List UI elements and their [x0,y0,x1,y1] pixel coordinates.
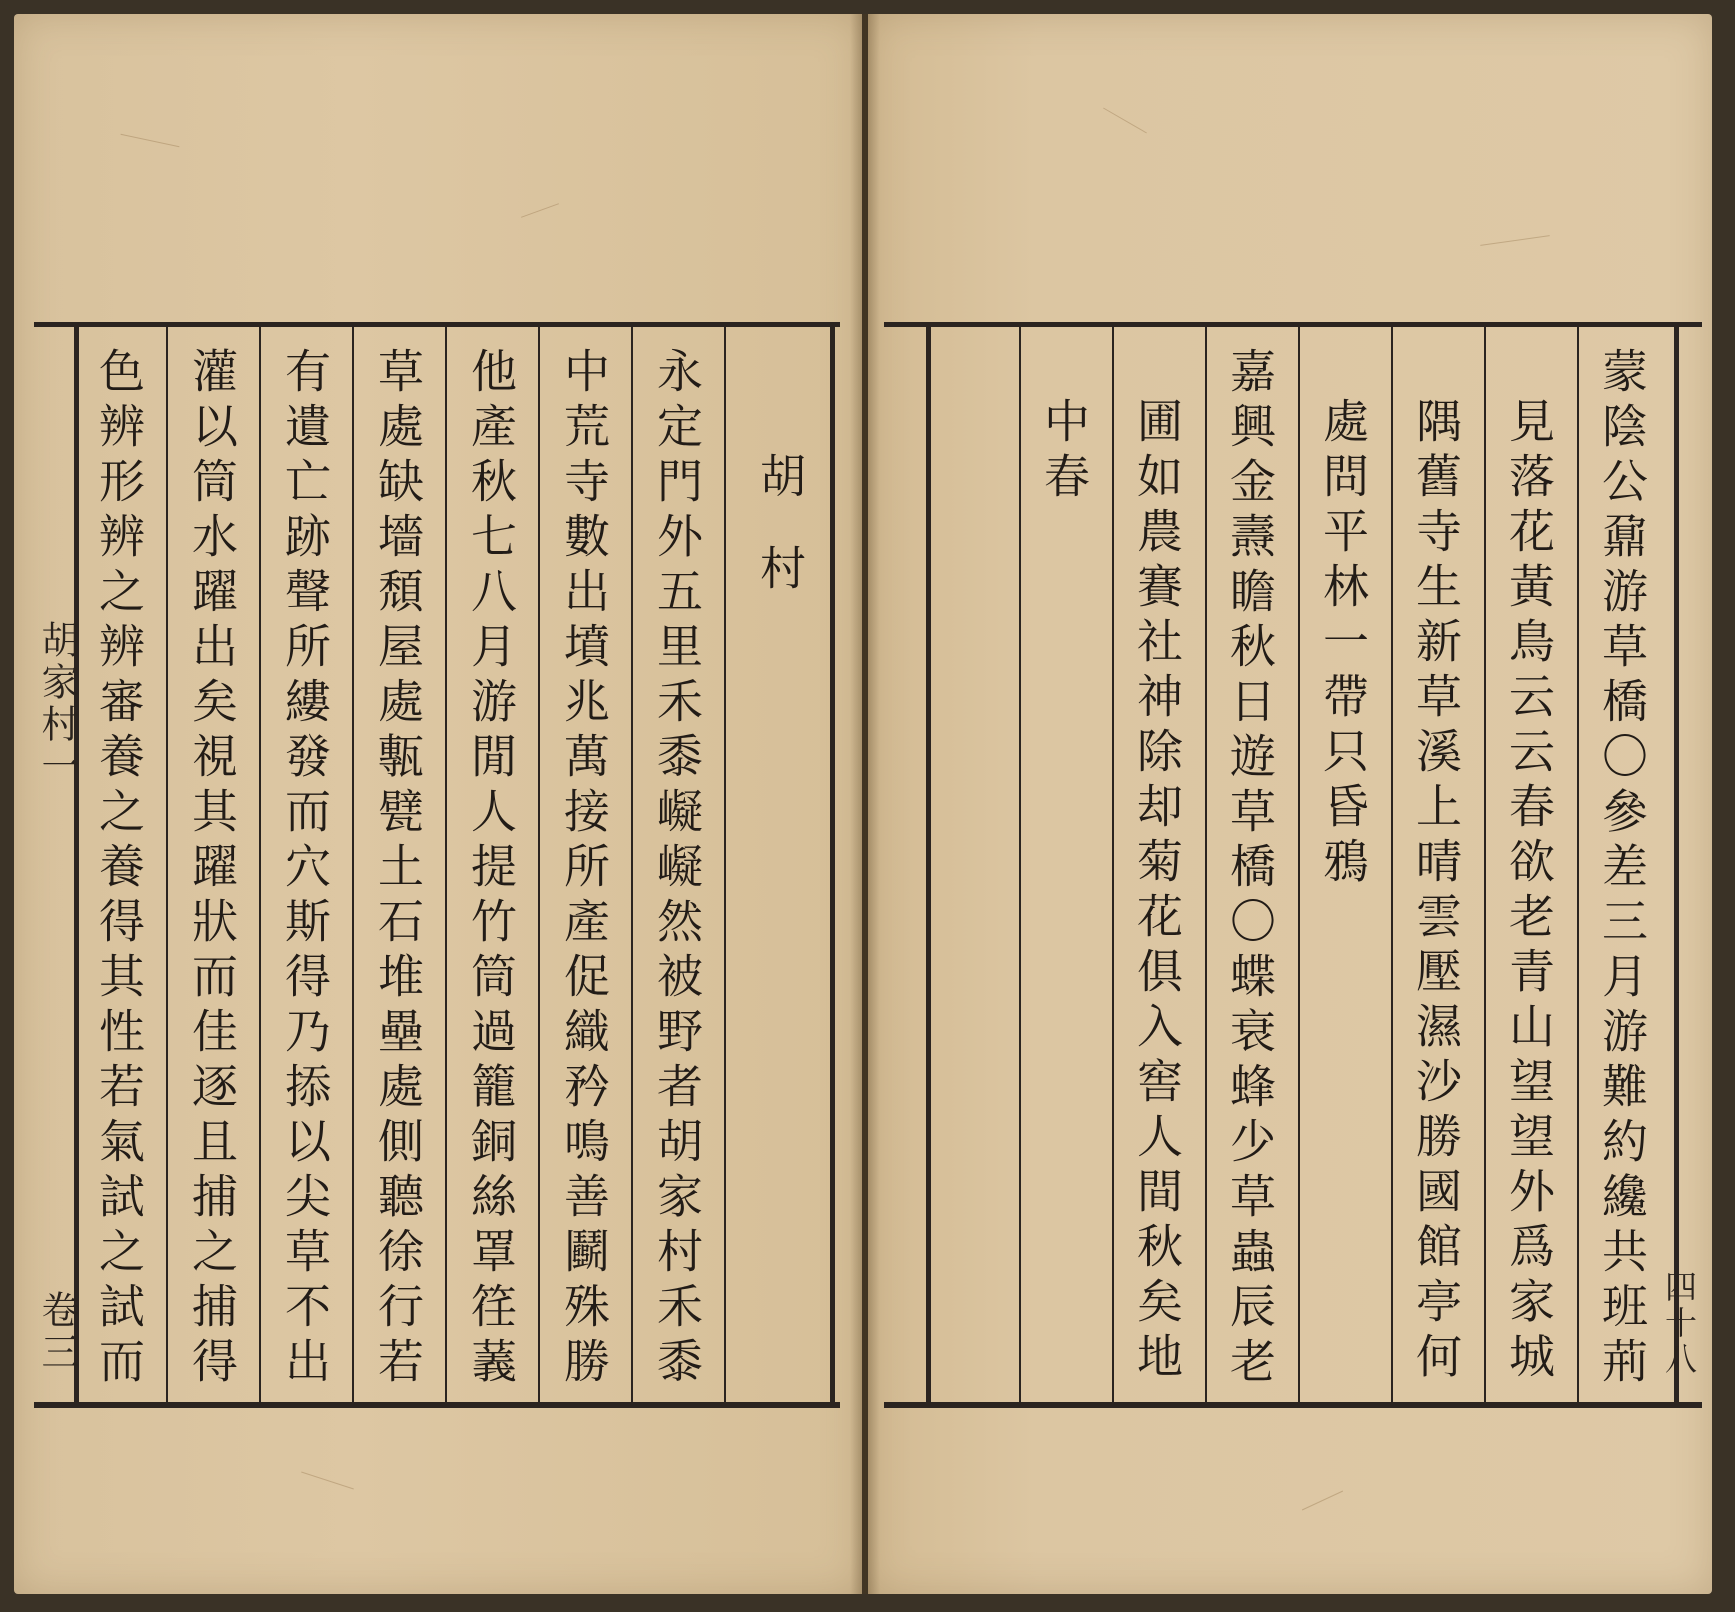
column-rule [1577,327,1579,1402]
text-column: 圃如農賽社神除却菊花俱入窖人間秋矣地 [1130,397,1184,1387]
text-column: 處問平林一帶只昏鴉 [1316,397,1370,892]
right-text-frame [884,322,1702,1408]
margin-title: 胡家村一 [35,620,79,788]
column-rule [724,327,726,1402]
text-column: 嘉興金燾瞻秋日遊草橋〇蝶衰蜂少草蟲辰老 [1223,347,1277,1392]
text-column: 永定門外五里禾黍㠜㠜然被野者胡家村禾黍 [650,347,704,1392]
text-column: 中春 [1037,397,1091,507]
column-rule [1674,327,1679,1402]
column-rule [1112,327,1114,1402]
column-rule [830,327,835,1402]
text-column: 有遺亡跡聲所縷發而穴斯得乃掭以尖草不出 [278,347,332,1392]
column-rule [74,327,79,1402]
column-rule [538,327,540,1402]
left-text-frame [34,322,840,1408]
column-rule [1019,327,1021,1402]
text-column: 隅舊寺生新草溪上晴雲壓濕沙勝國館亭何 [1409,397,1463,1387]
column-rule [445,327,447,1402]
text-column: 草處缺墻頹屋處甎甓土石堆壘處側聽徐行若 [371,347,425,1392]
text-column: 見落花黃鳥云云春欲老青山望望外爲家城 [1502,397,1556,1387]
text-column: 蒙陰公鼐游草橋〇參差三月游難約纔共班荊 [1595,347,1649,1392]
book-gutter [850,14,880,1594]
text-column: 中荒寺數出墳兆萬接所產促織矜鳴善鬬殊勝 [557,347,611,1392]
column-rule [1484,327,1486,1402]
column-rule [352,327,354,1402]
margin-folio: 四十八 [1660,1270,1698,1378]
text-column: 他產秋七八月游閒人提竹筒過籠銅絲罩䇮䕏 [464,347,518,1392]
text-column: 色辨形辨之辨審養之養得其性若氣試之試而 [92,347,146,1392]
column-rule [1205,327,1207,1402]
section-heading: 胡村 [753,452,807,636]
column-rule [631,327,633,1402]
column-rule [259,327,261,1402]
column-rule [1391,327,1393,1402]
column-rule [1298,327,1300,1402]
margin-volume: 卷三 [35,1290,79,1374]
column-rule [166,327,168,1402]
text-column: 灌以筒水躍出矣視其躍狀而佳逐且捕之捕得 [185,347,239,1392]
column-rule [926,327,931,1402]
